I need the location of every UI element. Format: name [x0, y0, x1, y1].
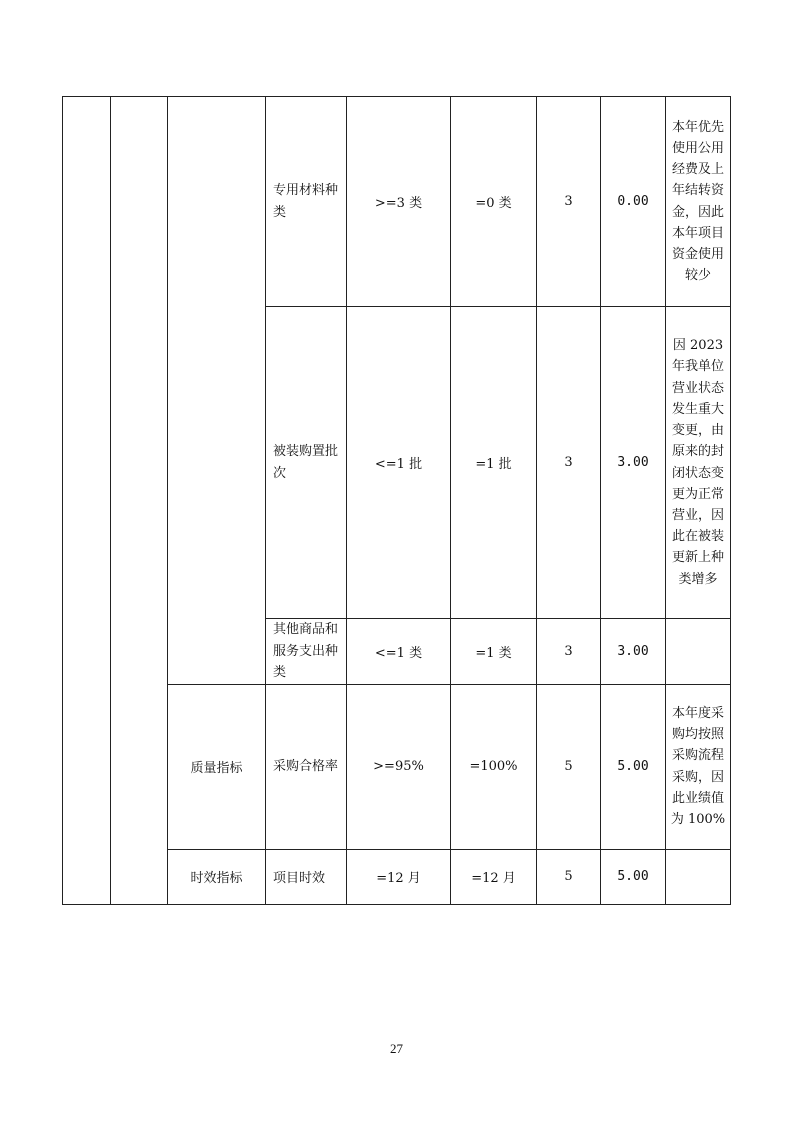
- deviation-note: 因 2023 年我单位营业状态发生重大变更，由原来的封闭状态变更为正常营业，因此在被装更新上种类增多: [666, 307, 731, 619]
- score-value: 0.00: [601, 97, 666, 307]
- score-value: 3.00: [601, 619, 666, 685]
- metric-name: 采购合格率: [266, 684, 347, 849]
- target-value: <=1 批: [347, 307, 451, 619]
- level3-category: 质量指标: [168, 684, 266, 849]
- deviation-note: [666, 849, 731, 904]
- actual-value: =0 类: [451, 97, 537, 307]
- level3-category: 时效指标: [168, 849, 266, 904]
- table-row: [63, 97, 731, 307]
- page-number: 27: [390, 1041, 403, 1056]
- actual-value: =100%: [451, 684, 537, 849]
- performance-indicator-table: [62, 96, 731, 905]
- target-value: =12 月: [347, 849, 451, 904]
- level1-indicator-cell: [63, 97, 111, 905]
- metric-name: 其他商品和服务支出种类: [266, 619, 347, 685]
- score-value: 5.00: [601, 684, 666, 849]
- actual-value: =12 月: [451, 849, 537, 904]
- actual-value: =1 类: [451, 619, 537, 685]
- metric-name: 被装购置批次: [266, 307, 347, 619]
- metric-name: 专用材料种类: [266, 97, 347, 307]
- metric-name: 项目时效: [266, 849, 347, 904]
- target-value: >=3 类: [347, 97, 451, 307]
- deviation-note: [666, 619, 731, 685]
- level2-indicator-cell: [111, 97, 168, 905]
- weight-value: 5: [537, 684, 601, 849]
- score-value: 5.00: [601, 849, 666, 904]
- deviation-note: 本年度采购均按照采购流程采购，因此业绩值为 100%: [666, 684, 731, 849]
- deviation-note: 本年优先使用公用经费及上年结转资金，因此本年项目资金使用较少: [666, 97, 731, 307]
- weight-value: 3: [537, 619, 601, 685]
- target-value: <=1 类: [347, 619, 451, 685]
- actual-value: =1 批: [451, 307, 537, 619]
- score-value: 3.00: [601, 307, 666, 619]
- level3-category-cell: [168, 97, 266, 685]
- target-value: >=95%: [347, 684, 451, 849]
- weight-value: 3: [537, 307, 601, 619]
- weight-value: 3: [537, 97, 601, 307]
- weight-value: 5: [537, 849, 601, 904]
